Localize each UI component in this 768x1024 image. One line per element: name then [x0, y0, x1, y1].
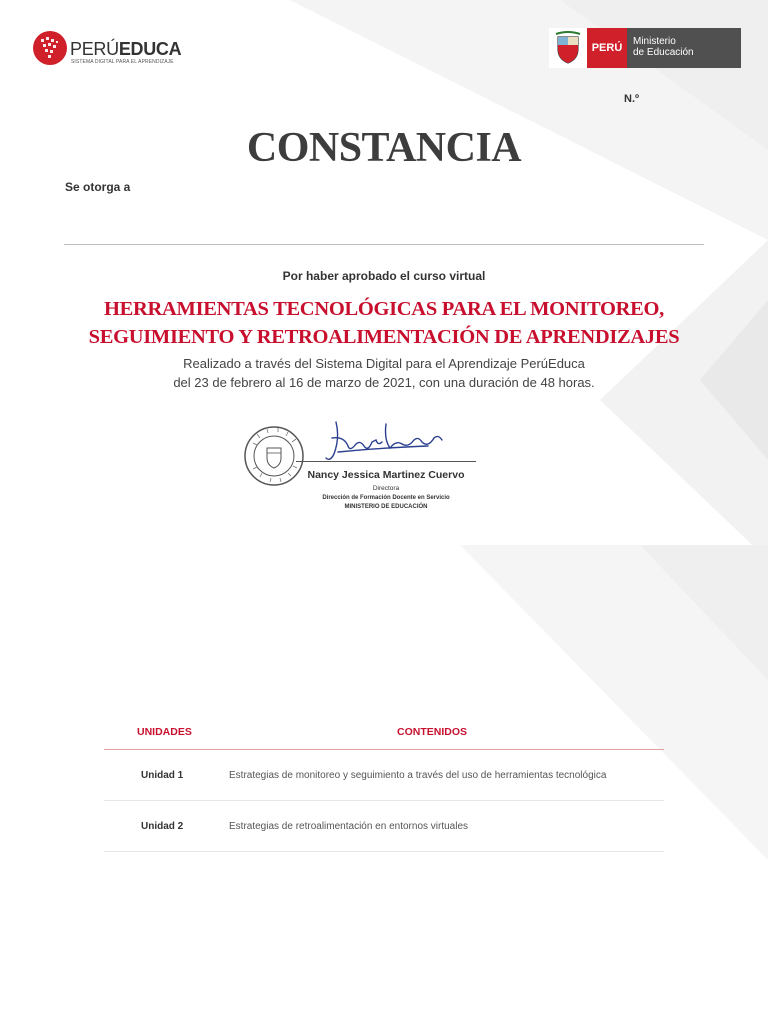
header-contenidos: CONTENIDOS — [396, 726, 467, 738]
perueduca-globe-icon — [32, 30, 68, 66]
units-table-header — [104, 715, 664, 750]
signatory-name: Nancy Jessica Martinez Cuervo — [307, 469, 465, 481]
content-cell: Estrategias de retroalimentación en entornos virtuales — [229, 821, 469, 832]
signatory-role: Directora — [372, 485, 400, 492]
ministry-line-1: Ministerio — [633, 36, 676, 47]
unit-cell: Unidad 1 — [141, 770, 184, 781]
header-unidades: UNIDADES — [137, 726, 192, 738]
perueduca-logo — [32, 30, 182, 70]
certificate-title: CONSTANCIA — [246, 125, 522, 171]
table-row — [104, 750, 664, 801]
recipient-name-line — [64, 244, 704, 245]
course-details — [0, 354, 768, 392]
content-cell: Estrategias de monitoreo y seguimiento a través del uso de herramientas tecnológica — [229, 770, 607, 781]
minedu-logo — [549, 28, 741, 68]
course-details-line-1: Realizado a través del Sistema Digital para el Aprendizaje PerúEduca — [183, 356, 585, 371]
coat-of-arms-icon — [549, 28, 587, 68]
signature-line — [296, 461, 476, 462]
granted-to-label: Se otorga a — [65, 180, 131, 194]
ministry-line-2: de Educación — [633, 47, 694, 58]
signatory-department: Dirección de Formación Docente en Servicio — [322, 495, 450, 501]
perueduca-tagline: SISTEMA DIGITAL PARA EL APRENDIZAJE — [71, 59, 174, 65]
perueduca-wordmark: PERÚEDUCA — [70, 39, 182, 59]
units-table — [104, 715, 664, 852]
course-title-line-2: SEGUIMIENTO Y RETROALIMENTACIÓN DE APRENDIZAJES — [88, 326, 680, 348]
course-title — [0, 295, 768, 351]
approval-reason: Por haber aprobado el curso virtual — [282, 269, 486, 283]
ministry-label — [627, 28, 741, 68]
course-details-line-2: del 23 de febrero al 16 de marzo de 2021, con una duración de 48 horas. — [173, 375, 595, 390]
certificate-number-label: N.º — [624, 93, 640, 105]
signatory-ministry: MINISTERIO DE EDUCACIÓN — [344, 504, 428, 510]
table-row — [104, 801, 664, 852]
course-title-line-1: HERRAMIENTAS TECNOLÓGICAS PARA EL MONITOREO, — [104, 298, 664, 320]
peru-label: PERÚ — [587, 28, 627, 68]
unit-cell: Unidad 2 — [141, 821, 184, 832]
